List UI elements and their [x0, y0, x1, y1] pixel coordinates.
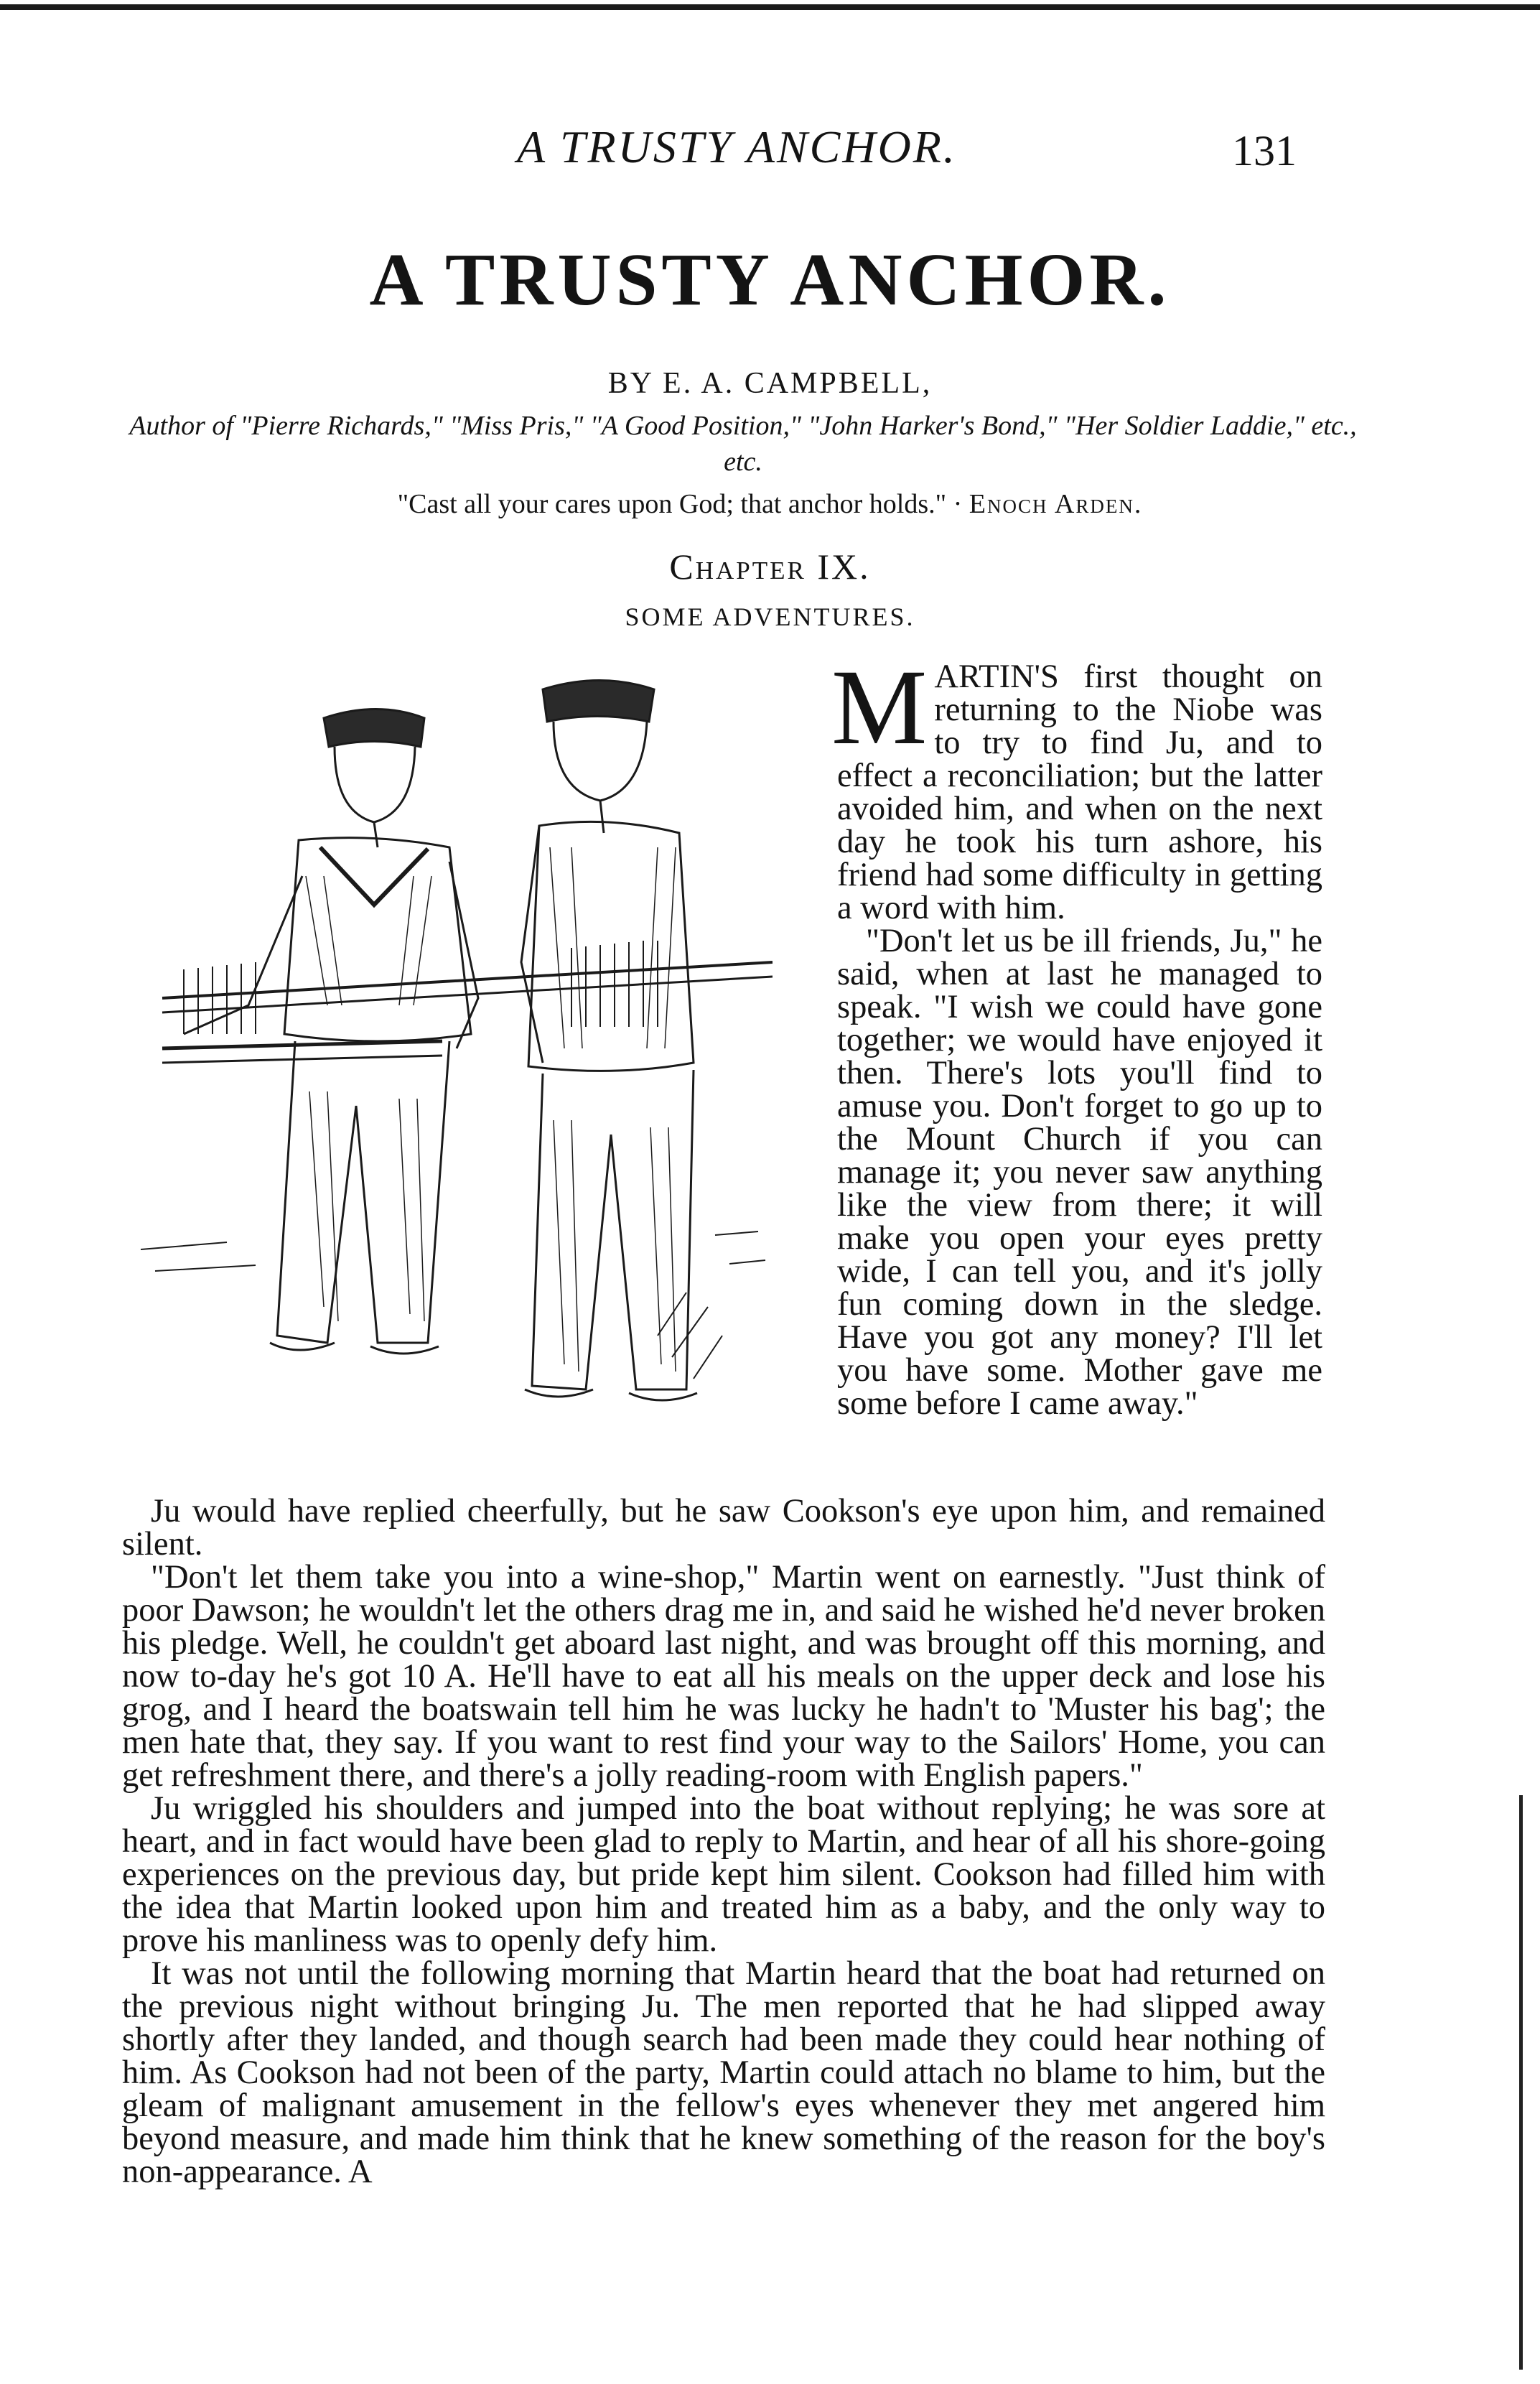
full-width-text: [122, 1495, 1325, 2189]
epigraph: [0, 488, 1540, 520]
column-text: [831, 648, 1322, 1422]
chapter-subtitle: SOME ADVENTURES.: [625, 602, 915, 631]
paragraph: "Don't let us be ill friends, Ju," he said, when at last he managed to speak. "I wish we could have gone together; we would have enjoyed it then. There's lots you'll find to amuse you. Don't forget to go up to the Mount Church if you can manage it; you never saw anything like the view from there; it will make you open your eyes pretty wide, I can tell you, and it's jolly fun coming down in the sledge. Have you got any money? I'll let you have some. Mother gave me some before I came away.": [837, 923, 1322, 1422]
running-title: A TRUSTY ANCHOR.: [517, 121, 957, 172]
paragraph-text: ARTIN'S first thought on returning to the Niobe was to try to find Ju, and to effect a reconciliation; but the latter avoided him, and when on the next day he took his turn ashore, his friend had some difficulty in getting a word with him.: [837, 658, 1322, 926]
side-rule: [1519, 1795, 1523, 2370]
opening-paragraph: [831, 648, 1322, 926]
author-credit: Author of "Pierre Richards," "Miss Pris," "A Good Position," "John Harker's Bond," "Her Soldier Laddie," etc., etc.: [129, 411, 1357, 477]
epigraph-quote: "Cast all your cares upon God; that anchor holds." ·: [397, 489, 969, 519]
story-title: A TRUSTY ANCHOR.: [369, 238, 1171, 321]
chapter-heading: Chapter IX.: [669, 546, 871, 587]
paragraph: Ju wriggled his shoulders and jumped into the boat without replying; he was sore at heart, and in fact would have been glad to reply to Martin, and hear of all his shore-going experiences on the previous day, but pride kept him silent. Cookson had filled him with the idea that Martin looked upon him and treated him as a baby, and the only way to prove his manliness was to openly defy him.: [122, 1790, 1325, 1959]
epigraph-source: Enoch Arden.: [969, 489, 1143, 519]
paragraph: It was not until the following morning that Martin heard that the boat had returned on the previous night without bringing Ju. The men reported that he had slipped away shortly after they landed, and though search had been made they could hear nothing of him. As Cookson had not been of the party, Martin could attach no blame to him, but the gleam of malignant amusement in the fellow's eyes whenever they met angered him beyond measure, and made him think that he knew something of the reason for the boy's non-appearance. A: [122, 1955, 1325, 2190]
page-number: 131: [1232, 127, 1297, 174]
paragraph: Ju would have replied cheerfully, but he saw Cookson's eye upon him, and remained silent.: [122, 1493, 1325, 1563]
paragraph: "Don't let them take you into a wine-shop," Martin went on earnestly. "Just think of poor Dawson; he wouldn't let the others drag me in, and said he wished he'd never broken his pledge. Well, he couldn't get aboard last night, and was brought off this morning, and now to-day he's got 10 A. He'll have to eat all his meals on the upper deck and lose his grog, and I heard the boatswain tell him he was lucky he hadn't to 'Muster his bag'; the men hate that, they say. If you want to rest find your way to the Sailors' Home, you can get refreshment there, and there's a jolly reading-room with English papers.": [122, 1559, 1325, 1794]
two-sailors-illustration-icon: [141, 661, 773, 1451]
top-rule: [0, 4, 1540, 10]
drop-cap: M: [831, 648, 928, 767]
running-head: [0, 121, 1540, 185]
byline: BY E. A. CAMPBELL,: [607, 367, 933, 400]
